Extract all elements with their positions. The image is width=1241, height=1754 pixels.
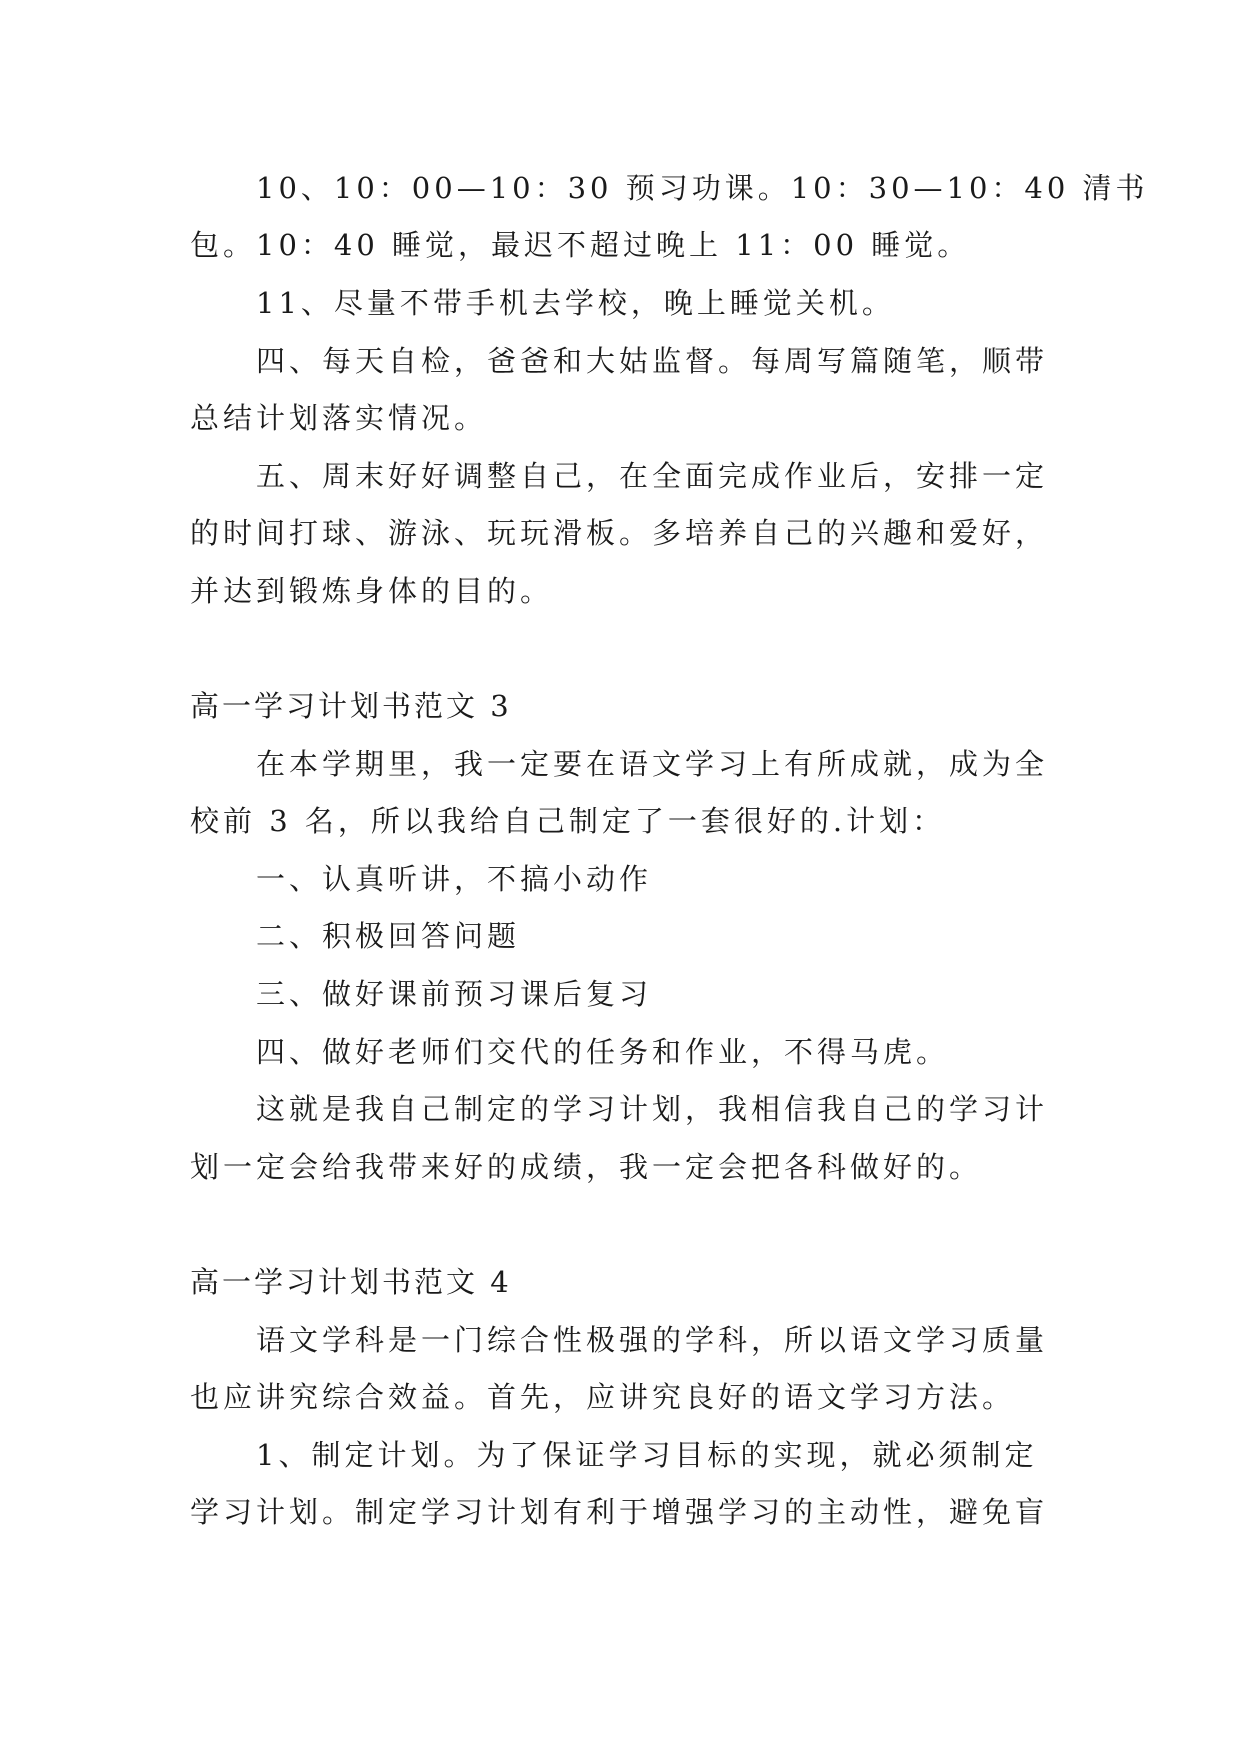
list-item: 四、做好老师们交代的任务和作业，不得马虎。 <box>256 1035 950 1069</box>
section-heading: 高一学习计划书范文 4 <box>190 1265 512 1299</box>
paragraph-line: 11、尽量不带手机去学校，晚上睡觉关机。 <box>256 286 895 320</box>
paragraph-line: 1、制定计划。为了保证学习目标的实现，就必须制定 <box>256 1438 1038 1472</box>
paragraph-line: 的时间打球、游泳、玩玩滑板。多培养自己的兴趣和爱好， <box>190 516 1049 550</box>
paragraph-line: 在本学期里，我一定要在语文学习上有所成就，成为全 <box>256 747 1049 781</box>
paragraph-line: 语文学科是一门综合性极强的学科，所以语文学习质量 <box>256 1323 1049 1357</box>
paragraph-line: 这就是我自己制定的学习计划，我相信我自己的学习计 <box>256 1092 1049 1126</box>
paragraph-line: 总结计划落实情况。 <box>190 401 488 435</box>
paragraph-line: 包。10：40 睡觉，最迟不超过晚上 11：00 睡觉。 <box>190 228 971 262</box>
list-item: 二、积极回答问题 <box>256 919 521 953</box>
list-item: 三、做好课前预习课后复习 <box>256 977 653 1011</box>
paragraph-line: 五、周末好好调整自己，在全面完成作业后，安排一定 <box>256 459 1049 493</box>
paragraph-line: 也应讲究综合效益。首先，应讲究良好的语文学习方法。 <box>190 1380 1016 1414</box>
section-heading: 高一学习计划书范文 3 <box>190 689 512 723</box>
list-item: 一、认真听讲，不搞小动作 <box>256 862 653 896</box>
paragraph-line: 四、每天自检，爸爸和大姑监督。每周写篇随笔，顺带 <box>256 344 1049 378</box>
paragraph-line: 10、10：00—10：30 预习功课。10：30—10：40 清书 <box>256 171 1149 205</box>
paragraph-line: 划一定会给我带来好的成绩，我一定会把各科做好的。 <box>190 1150 983 1184</box>
paragraph-line: 并达到锻炼身体的目的。 <box>190 574 554 608</box>
paragraph-line: 学习计划。制定学习计划有利于增强学习的主动性，避免盲 <box>190 1495 1049 1529</box>
paragraph-line: 校前 3 名，所以我给自己制定了一套很好的.计划： <box>190 804 946 838</box>
